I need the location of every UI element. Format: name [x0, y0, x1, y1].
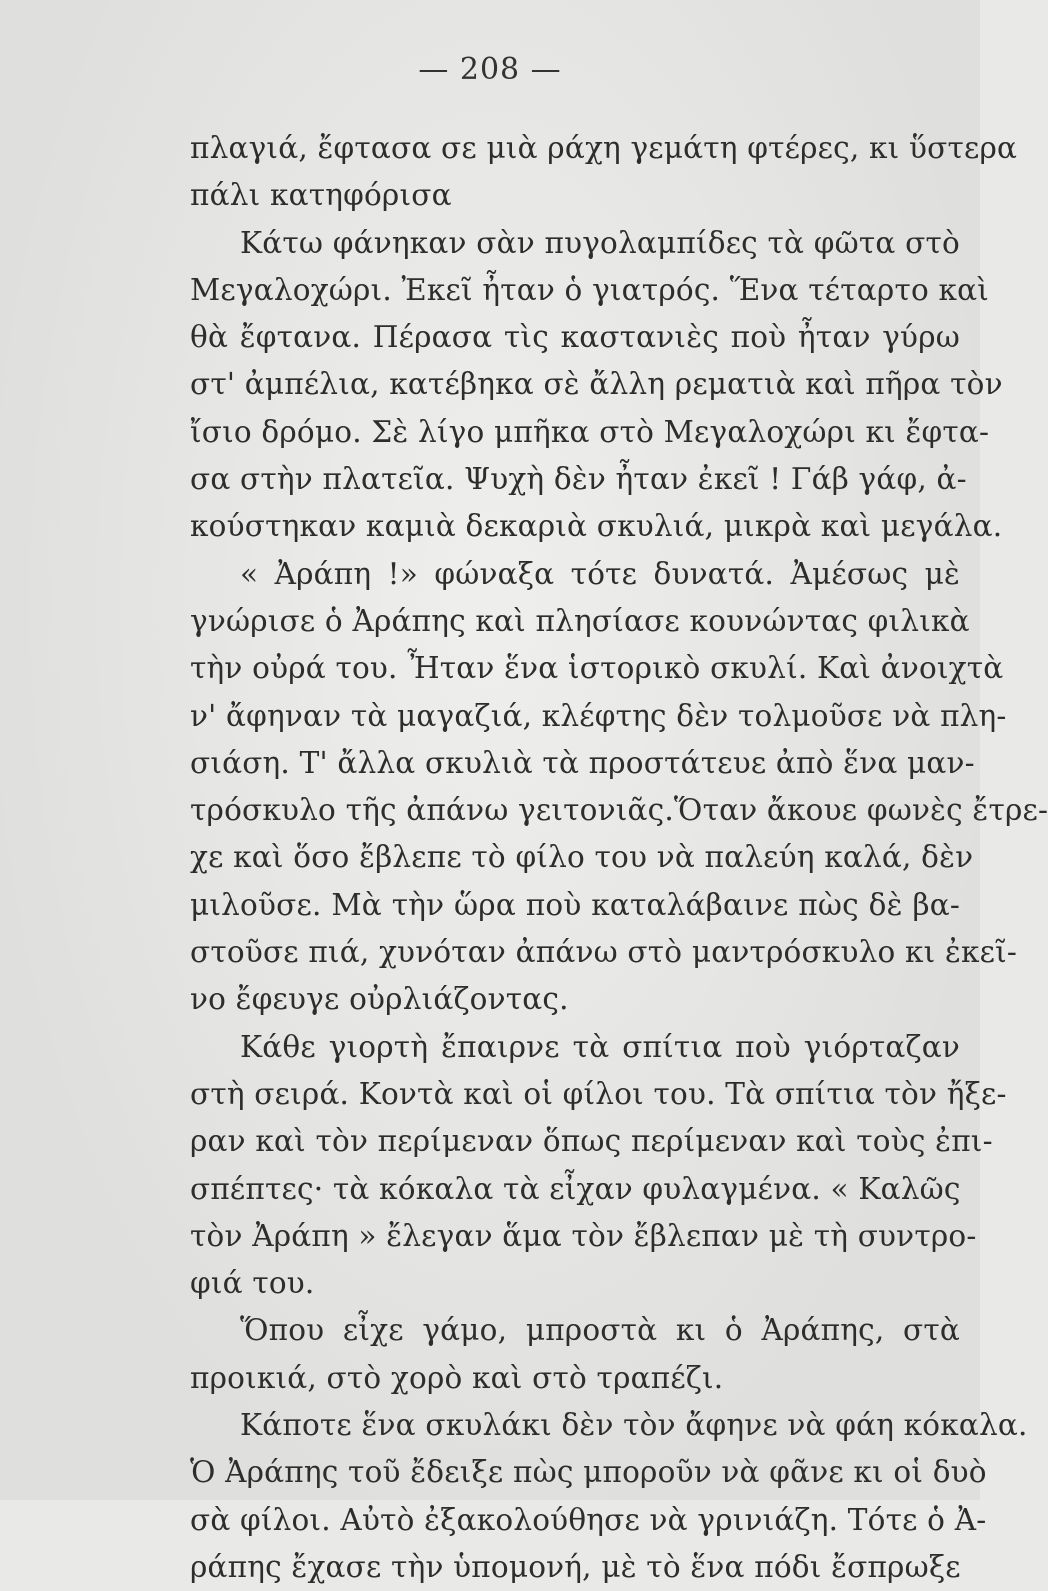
text-line: σπέπτες· τὰ κόκαλα τὰ εἶχαν φυλαγμένα. « Καλῶς: [190, 1171, 961, 1206]
text-line: ράπης ἔχασε τὴν ὑπομονή, μὲ τὸ ἕνα πόδι ἔσπρωξε: [190, 1549, 961, 1584]
text-line: Ὅπου εἶχε γάμο, μπροστὰ κι ὁ Ἀράπης, στὰ: [240, 1313, 960, 1348]
text-line: Κάποτε ἕνα σκυλάκι δὲν τὸν ἄφηνε νὰ φάη κόκαλα.: [240, 1408, 1028, 1443]
text-line: πλαγιά, ἔφτασα σε μιὰ ράχη γεμάτη φτέρες, κι ὕστερα: [190, 131, 1018, 165]
page-number: — 208 —: [418, 52, 562, 87]
text-line: τὴν οὐρά του. Ἦταν ἕνα ἱστορικὸ σκυλί. Καὶ ἀνοιχτὰ: [190, 651, 1004, 686]
text-line: Κάθε γιορτὴ ἔπαιρνε τὰ σπίτια ποὺ γιόρταζαν: [240, 1029, 960, 1064]
text-line: θὰ ἔφτανα. Πέρασα τὶς καστανιὲς ποὺ ἦταν γύρω: [190, 320, 960, 355]
text-line: « Ἀράπη !» φώναξα τότε δυνατά. Ἀμέσως μὲ: [240, 556, 960, 591]
body-text: [190, 125, 1048, 1591]
text-line: ν' ἄφηναν τὰ μαγαζιά, κλέφτης δὲν τολμοῦσε νὰ πλη-: [190, 698, 1007, 733]
text-line: σα στὴν πλατεῖα. Ψυχὴ δὲν ἦταν ἐκεῖ ! Γάβ γάφ, ἀ-: [190, 462, 967, 497]
text-line: πάλι κατηφόρισα: [190, 178, 452, 213]
text-line: τρόσκυλο τῆς ἀπάνω γειτονιᾶς.Ὅταν ἄκουε φωνὲς ἔτρε-: [190, 793, 1048, 828]
text-line: νο ἔφευγε οὐρλιάζοντας.: [190, 982, 569, 1017]
text-line: χε καὶ ὅσο ἔβλεπε τὸ φίλο του νὰ παλεύη καλά, δὲν: [190, 840, 974, 875]
text-line: γνώρισε ὁ Ἀράπης καὶ πλησίασε κουνώντας φιλικὰ: [190, 603, 970, 638]
text-line: στοῦσε πιά, χυνόταν ἀπάνω στὸ μαντρόσκυλο κι ἐκεῖ-: [190, 935, 1018, 970]
text-line: Μεγαλοχώρι. Ἐκεῖ ἦταν ὁ γιατρός. Ἕνα τέταρτο καὶ: [190, 272, 990, 307]
text-line: τὸν Ἀράπη » ἔλεγαν ἅμα τὸν ἔβλεπαν μὲ τὴ συντρο-: [190, 1218, 977, 1253]
text-line: Κάτω φάνηκαν σὰν πυγολαμπίδες τὰ φῶτα στὸ: [240, 225, 960, 260]
text-line: ραν καὶ τὸν περίμεναν ὅπως περίμεναν καὶ τοὺς ἐπι-: [190, 1124, 993, 1159]
text-line: στὴ σειρά. Κοντὰ καὶ οἱ φίλοι του. Τὰ σπίτια τὸν ἤξε-: [190, 1076, 1007, 1111]
text-line: κούστηκαν καμιὰ δεκαριὰ σκυλιά, μικρὰ καὶ μεγάλα.: [190, 509, 1003, 544]
text-line: Ὁ Ἀράπης τοῦ ἔδειξε πὼς μποροῦν νὰ φᾶνε κι οἱ δυὸ: [190, 1455, 987, 1490]
text-line: φιά του.: [190, 1266, 315, 1301]
text-line: στ' ἀμπέλια, κατέβηκα σὲ ἄλλη ρεματιὰ καὶ πῆρα τὸν: [190, 367, 1003, 402]
text-line: μιλοῦσε. Μὰ τὴν ὥρα ποὺ καταλάβαινε πὼς δὲ βα-: [190, 887, 960, 922]
text-line: ἴσιο δρόμο. Σὲ λίγο μπῆκα στὸ Μεγαλοχώρι κι ἔφτα-: [190, 414, 990, 449]
text-line: προικιά, στὸ χορὸ καὶ στὸ τραπέζι.: [190, 1360, 724, 1395]
text-line: σὰ φίλοι. Αὐτὸ ἐξακολούθησε νὰ γρινιάζη. Τότε ὁ Ἀ-: [190, 1502, 987, 1537]
text-line: σιάση. Τ' ἄλλα σκυλιὰ τὰ προστάτευε ἀπὸ ἕνα μαν-: [190, 745, 975, 780]
